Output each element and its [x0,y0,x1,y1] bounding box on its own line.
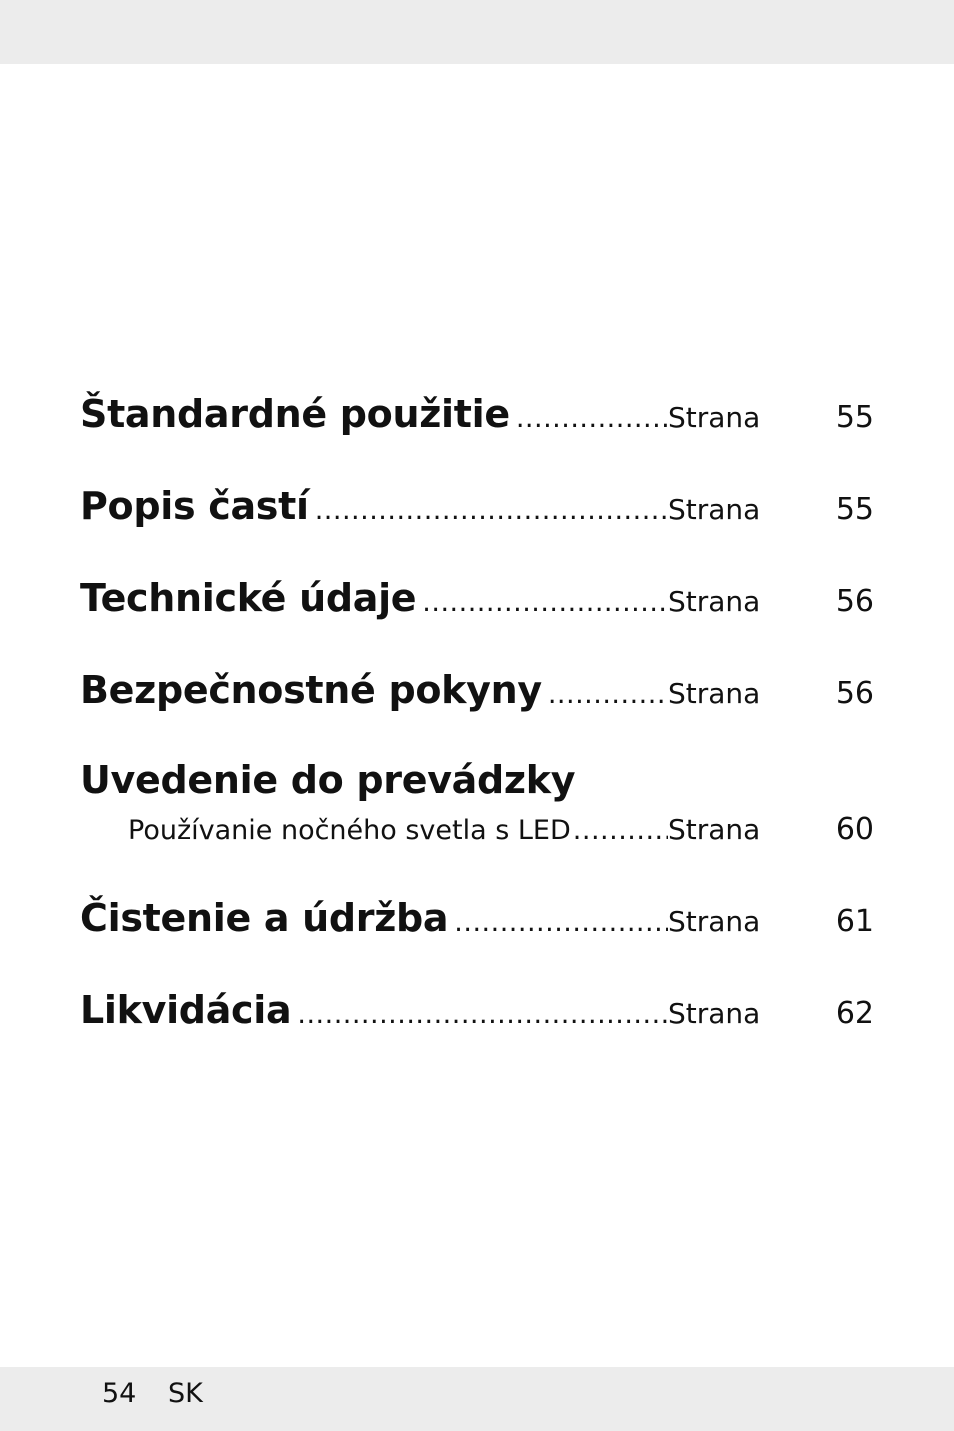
toc-entry-cistenie-a-udrzba[interactable] [80,896,874,952]
toc-page-label: Strana [668,997,761,1030]
toc-page-label: Strana [668,677,761,710]
toc-entry-title: Čistenie a údržba [80,896,449,940]
toc-page-label: Strana [668,401,761,434]
dot-leader [315,495,668,526]
toc-entry-title: Bezpečnostné pokyny [80,668,542,712]
toc-page-number: 55 [835,400,874,435]
dot-leader [297,999,668,1030]
toc-page-label: Strana [668,585,761,618]
toc-entry-title: Štandardné použitie [80,392,510,436]
toc-page-number: 60 [835,812,874,847]
toc-page-number: 62 [835,996,874,1031]
footer-language-code: SK [168,1378,203,1409]
dot-leader [516,403,668,434]
toc-entry-standardne-pouzitie[interactable] [80,392,874,448]
toc-entry-title: Technické údaje [80,576,417,620]
dot-leader [454,907,668,938]
toc-entry-title: Popis častí [80,484,309,528]
toc-entry-technicke-udaje[interactable] [80,576,874,632]
toc-page-number: 61 [835,904,874,939]
toc-entry-bezpecnostne-pokyny[interactable] [80,668,874,724]
top-margin-band [0,0,954,64]
dot-leader [422,587,668,618]
toc-sub-entry-pouzivanie-nocneho-svetla[interactable] [128,812,874,847]
dot-leader [573,815,668,846]
toc-entry-likvidacia[interactable] [80,988,874,1044]
toc-page-label: Strana [668,813,761,846]
footer-page-number: 54 [102,1378,137,1409]
toc-entry-title: Likvidácia [80,988,292,1032]
toc-page-number: 56 [835,676,874,711]
toc-page-number: 55 [835,492,874,527]
toc-heading-uvedenie-do-prevadzky: Uvedenie do prevádzky [80,758,576,802]
toc-sub-entry-title: Používanie nočného svetla s LED [128,815,571,846]
dot-leader [548,679,668,710]
toc-page-number: 56 [835,584,874,619]
toc-entry-popis-casti[interactable] [80,484,874,540]
toc-page-label: Strana [668,905,761,938]
footer-band [0,1367,954,1431]
toc-page-label: Strana [668,493,761,526]
